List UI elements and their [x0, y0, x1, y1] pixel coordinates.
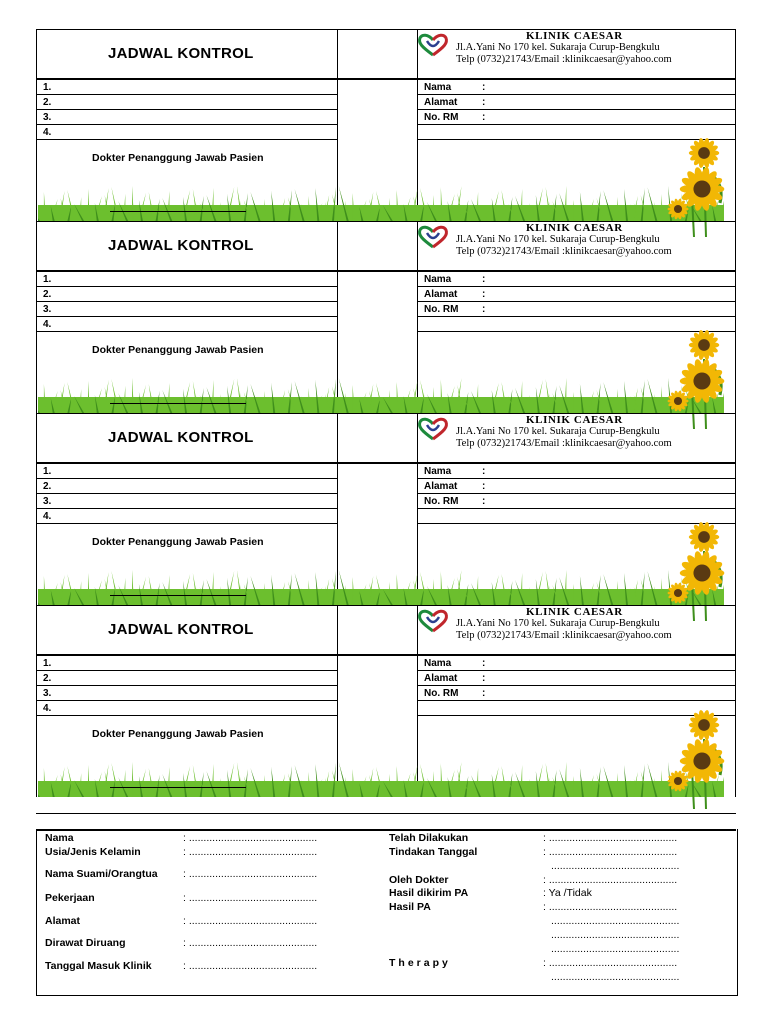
row-rule	[417, 670, 735, 671]
schedule-number: 2.	[43, 289, 52, 300]
form-value-field[interactable]: : ............................................	[183, 960, 318, 972]
control-card	[36, 605, 736, 806]
card-border	[36, 413, 37, 605]
row-rule	[36, 286, 337, 287]
patient-field-label: Nama :	[424, 82, 486, 93]
form-value-field[interactable]: : ............................................	[183, 846, 318, 858]
doctor-label: Dokter Penanggung Jawab Pasien	[92, 728, 264, 740]
patient-field-label: No. RM :	[424, 304, 486, 315]
row-rule	[36, 670, 337, 671]
row-rule	[36, 829, 736, 831]
patient-field-label: No. RM :	[424, 112, 486, 123]
clinic-contact: Telp (0732)21743/Email :klinikcaesar@yahoo.com	[456, 438, 672, 449]
schedule-number: 1.	[43, 82, 52, 93]
clinic-contact: Telp (0732)21743/Email :klinikcaesar@yahoo.com	[456, 630, 672, 641]
form-value-field[interactable]: : ............................................	[543, 957, 678, 969]
form-label: Alamat	[45, 915, 81, 927]
row-rule	[36, 813, 736, 814]
row-rule	[417, 124, 735, 125]
clinic-name: KLINIK CAESAR	[526, 222, 623, 234]
card-title: JADWAL KONTROL	[108, 45, 254, 62]
card-border	[36, 221, 736, 222]
header-rule	[36, 270, 736, 272]
clinic-contact: Telp (0732)21743/Email :klinikcaesar@yahoo.com	[456, 54, 672, 65]
row-rule	[36, 94, 337, 95]
doctor-label: Dokter Penanggung Jawab Pasien	[92, 536, 264, 548]
form-value-field[interactable]: : ............................................	[183, 868, 318, 880]
schedule-number: 3.	[43, 496, 52, 507]
row-rule	[36, 715, 337, 716]
header-rule	[36, 78, 736, 80]
schedule-number: 1.	[43, 466, 52, 477]
clinic-contact: Telp (0732)21743/Email :klinikcaesar@yahoo.com	[456, 246, 672, 257]
row-rule	[36, 139, 337, 140]
card-border	[36, 605, 736, 606]
header-rule	[36, 462, 736, 464]
clinic-logo-icon	[416, 33, 450, 57]
card-title: JADWAL KONTROL	[108, 237, 254, 254]
clinic-logo-icon	[416, 225, 450, 249]
form-value-field[interactable]: : ............................................	[183, 937, 318, 949]
card-border	[36, 29, 37, 221]
clinic-address: Jl.A.Yani No 170 kel. Sukaraja Curup-Bengkulu	[456, 234, 660, 245]
row-rule	[36, 508, 337, 509]
clinic-name: KLINIK CAESAR	[526, 606, 623, 618]
form-value-field[interactable]: ............................................	[551, 915, 680, 927]
control-card	[36, 29, 736, 221]
form-label: Nama	[45, 832, 74, 844]
row-rule	[417, 478, 735, 479]
row-rule	[36, 109, 337, 110]
patient-field-label: No. RM :	[424, 688, 486, 699]
schedule-number: 1.	[43, 274, 52, 285]
clinic-logo-icon	[416, 609, 450, 633]
row-rule	[417, 316, 735, 317]
row-rule	[417, 301, 735, 302]
clinic-logo-icon	[416, 417, 450, 441]
card-border	[36, 221, 37, 413]
card-border	[735, 221, 736, 413]
form-value-field[interactable]: : ............................................	[543, 874, 678, 886]
row-rule	[36, 493, 337, 494]
control-card	[36, 221, 736, 413]
form-label: Hasil dikirim PA	[389, 887, 469, 899]
card-border	[735, 605, 736, 797]
row-rule	[417, 109, 735, 110]
row-rule	[417, 286, 735, 287]
clinic-address: Jl.A.Yani No 170 kel. Sukaraja Curup-Bengkulu	[456, 618, 660, 629]
schedule-number: 3.	[43, 112, 52, 123]
form-value-field[interactable]: : ............................................	[543, 832, 678, 844]
row-rule	[36, 523, 337, 524]
schedule-number: 4.	[43, 703, 52, 714]
form-value-field[interactable]: : ............................................	[183, 832, 318, 844]
doctor-label: Dokter Penanggung Jawab Pasien	[92, 152, 264, 164]
form-value-field[interactable]: ............................................	[551, 943, 680, 955]
form-label: Usia/Jenis Kelamin	[45, 846, 141, 858]
schedule-number: 4.	[43, 511, 52, 522]
patient-field-label: Alamat :	[424, 673, 486, 684]
patient-field-label: No. RM :	[424, 496, 486, 507]
schedule-number: 2.	[43, 481, 52, 492]
schedule-number: 2.	[43, 673, 52, 684]
row-rule	[417, 508, 735, 509]
form-value-field[interactable]: : ............................................	[183, 915, 318, 927]
form-value-field[interactable]: : Ya /Tidak	[543, 887, 592, 899]
grass-decoration	[38, 563, 724, 605]
signature-line	[110, 787, 246, 788]
patient-field-label: Alamat :	[424, 289, 486, 300]
grass-decoration	[38, 755, 724, 797]
row-rule	[36, 331, 337, 332]
doctor-label: Dokter Penanggung Jawab Pasien	[92, 344, 264, 356]
schedule-number: 2.	[43, 97, 52, 108]
form-label: Dirawat Diruang	[45, 937, 126, 949]
signature-line	[110, 403, 246, 404]
grass-decoration	[38, 371, 724, 413]
control-card	[36, 413, 736, 605]
row-rule	[36, 700, 337, 701]
card-border	[36, 29, 736, 30]
row-rule	[36, 124, 337, 125]
schedule-number: 3.	[43, 688, 52, 699]
schedule-number: 3.	[43, 304, 52, 315]
row-rule	[417, 685, 735, 686]
form-value-field[interactable]: ............................................	[551, 860, 680, 872]
row-rule	[417, 94, 735, 95]
row-rule	[36, 685, 337, 686]
clinic-name: KLINIK CAESAR	[526, 414, 623, 426]
form-label: Pekerjaan	[45, 892, 95, 904]
row-rule	[36, 316, 337, 317]
form-value-field[interactable]: : ............................................	[543, 846, 678, 858]
signature-line	[110, 211, 246, 212]
form-value-field[interactable]: ............................................	[551, 971, 680, 983]
schedule-number: 4.	[43, 319, 52, 330]
clinic-address: Jl.A.Yani No 170 kel. Sukaraja Curup-Bengkulu	[456, 42, 660, 53]
form-value-field[interactable]: ............................................	[551, 929, 680, 941]
row-rule	[417, 493, 735, 494]
signature-line	[110, 595, 246, 596]
form-label: Oleh Dokter	[389, 874, 449, 886]
clinic-address: Jl.A.Yani No 170 kel. Sukaraja Curup-Bengkulu	[456, 426, 660, 437]
form-value-field[interactable]: : ............................................	[543, 901, 678, 913]
card-border	[735, 413, 736, 605]
row-rule	[36, 301, 337, 302]
grass-decoration	[38, 179, 724, 221]
patient-form	[36, 829, 738, 996]
form-label: Nama Suami/Orangtua	[45, 868, 158, 880]
clinic-name: KLINIK CAESAR	[526, 30, 623, 42]
card-border	[36, 605, 37, 797]
sunflower-decoration	[664, 709, 726, 809]
row-rule	[36, 478, 337, 479]
patient-field-label: Alamat :	[424, 481, 486, 492]
row-rule	[417, 700, 735, 701]
patient-field-label: Alamat :	[424, 97, 486, 108]
patient-field-label: Nama :	[424, 274, 486, 285]
form-label: Tanggal Masuk Klinik	[45, 960, 152, 972]
card-title: JADWAL KONTROL	[108, 621, 254, 638]
patient-field-label: Nama :	[424, 466, 486, 477]
form-value-field[interactable]: : ............................................	[183, 892, 318, 904]
form-label: Therapy	[389, 957, 451, 969]
patient-field-label: Nama :	[424, 658, 486, 669]
card-border	[36, 413, 736, 414]
form-label: Telah Dilakukan	[389, 832, 469, 844]
schedule-number: 1.	[43, 658, 52, 669]
schedule-number: 4.	[43, 127, 52, 138]
form-label: Tindakan Tanggal	[389, 846, 478, 858]
card-title: JADWAL KONTROL	[108, 429, 254, 446]
card-border	[735, 29, 736, 221]
form-label: Hasil PA	[389, 901, 431, 913]
header-rule	[36, 654, 736, 656]
